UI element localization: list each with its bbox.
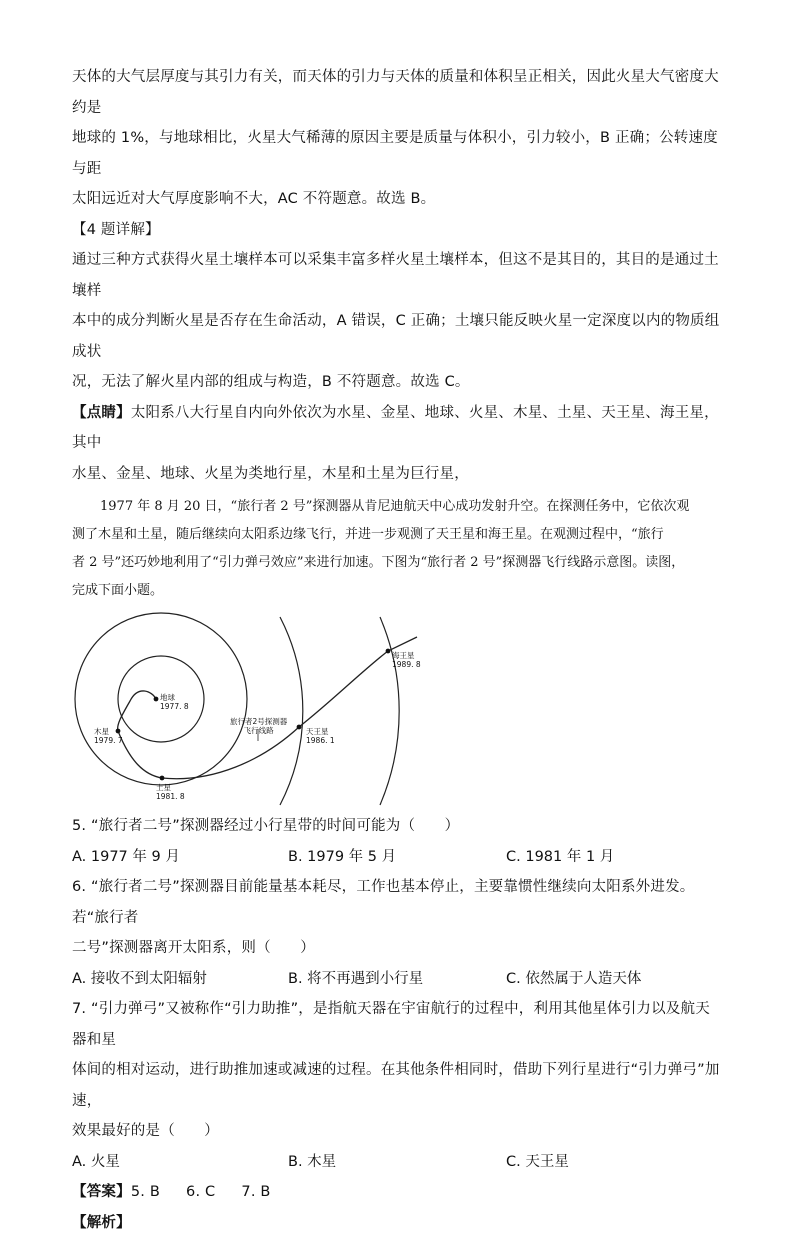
explanation-line: 太阳远近对大气厚度影响不大，AC 不符题意。故选 B。 bbox=[72, 184, 722, 215]
earth-label: 地球 1977. 8 bbox=[160, 693, 189, 711]
saturn-label: 土星 1981. 8 bbox=[156, 783, 185, 801]
voyager-route-diagram bbox=[72, 611, 732, 807]
answer-7: 7. B bbox=[241, 1184, 270, 1200]
option-a: A. 火星 bbox=[72, 1147, 288, 1178]
question-7-stem: 效果最好的是（ ） bbox=[72, 1116, 722, 1147]
answer-line bbox=[72, 1177, 722, 1208]
explanation-line: 天体的大气层厚度与其引力有关，而天体的引力与天体的质量和体积呈正相关，因此火星大气密度大约是 bbox=[72, 62, 722, 123]
explanation-line: 本中的成分判断火星是否存在生命活动，A 错误，C 正确；土壤只能反映火星一定深度以内的物质组成状 bbox=[72, 306, 722, 367]
neptune-dot bbox=[386, 649, 391, 654]
option-a: A. 接收不到太阳辐射 bbox=[72, 964, 288, 995]
question-7-stem: 7. “引力弹弓”又被称作“引力助推”，是指航天器在宇宙航行的过程中，利用其他星体引力以及航天器和星 bbox=[72, 994, 722, 1055]
document-page bbox=[72, 62, 722, 1238]
uranus-label: 天王星 1986. 1 bbox=[306, 727, 335, 745]
question-7-stem: 体间的相对运动，进行助推加速或减速的过程。在其他条件相同时，借助下列行星进行“引力弹弓”加速， bbox=[72, 1055, 722, 1116]
question-6-stem: 6. “旅行者二号”探测器目前能量基本耗尽，工作也基本停止，主要靠惯性继续向太阳系外进发。若“旅行者 bbox=[72, 872, 722, 933]
dianjing-line: 水星、金星、地球、火星为类地行星，木星和土星为巨行星， bbox=[72, 459, 722, 490]
material-line: 1977 年 8 月 20 日，“旅行者 2 号”探测器从肯尼迪航天中心成功发射升空。在探测任务中，它依次观 bbox=[72, 493, 722, 521]
uranus-dot bbox=[297, 725, 302, 730]
answer-5: 5. B bbox=[131, 1184, 160, 1200]
option-b: B. 1979 年 5 月 bbox=[288, 842, 506, 873]
question-7-options bbox=[72, 1147, 722, 1178]
option-b: B. 木星 bbox=[288, 1147, 506, 1178]
option-c: C. 天王星 bbox=[506, 1147, 722, 1178]
question-6-options bbox=[72, 964, 722, 995]
q4-detail-heading: 【4 题详解】 bbox=[72, 215, 722, 246]
option-c: C. 依然属于人造天体 bbox=[506, 964, 722, 995]
jupiter-label: 木星 1979. 7 bbox=[94, 727, 123, 745]
question-5-stem: 5. “旅行者二号”探测器经过小行星带的时间可能为（ ） bbox=[72, 811, 722, 842]
saturn-dot bbox=[160, 776, 165, 781]
analysis-label: 【解析】 bbox=[72, 1208, 722, 1238]
dianjing-label: 【点睛】 bbox=[72, 405, 131, 421]
question-6-stem: 二号”探测器离开太阳系，则（ ） bbox=[72, 933, 722, 964]
answer-label: 【答案】 bbox=[72, 1184, 131, 1200]
neptune-orbit bbox=[380, 617, 399, 805]
explanation-line: 通过三种方式获得火星土壤样本可以采集丰富多样火星土壤样本，但这不是其目的，其目的是通过土壤样 bbox=[72, 245, 722, 306]
dianjing-line: 【点睛】太阳系八大行星自内向外依次为水星、金星、地球、火星、木星、土星、天王星、海王星，其中 bbox=[72, 398, 722, 459]
material-line: 者 2 号”还巧妙地利用了“引力弹弓效应”来进行加速。下图为“旅行者 2 号”探测器飞行线路示意图。读图， bbox=[72, 549, 722, 577]
option-a: A. 1977 年 9 月 bbox=[72, 842, 288, 873]
material-line: 完成下面小题。 bbox=[72, 577, 722, 605]
option-b: B. 将不再遇到小行星 bbox=[288, 964, 506, 995]
earth-dot bbox=[154, 697, 159, 702]
explanation-line: 况，无法了解火星内部的组成与构造，B 不符题意。故选 C。 bbox=[72, 367, 722, 398]
question-5-options bbox=[72, 842, 722, 873]
explanation-line: 地球的 1%，与地球相比，火星大气稀薄的原因主要是质量与体积小，引力较小，B 正确；公转速度与距 bbox=[72, 123, 722, 184]
material-line: 测了木星和土星，随后继续向太阳系边缘飞行，并进一步观测了天王星和海王星。在观测过程中，“旅行 bbox=[72, 521, 722, 549]
neptune-label: 海王星 1989. 8 bbox=[392, 651, 421, 669]
route-label: 旅行者2号探测器 飞行线路 bbox=[230, 717, 287, 735]
answer-6: 6. C bbox=[186, 1184, 215, 1200]
option-c: C. 1981 年 1 月 bbox=[506, 842, 722, 873]
uranus-orbit bbox=[280, 617, 303, 805]
